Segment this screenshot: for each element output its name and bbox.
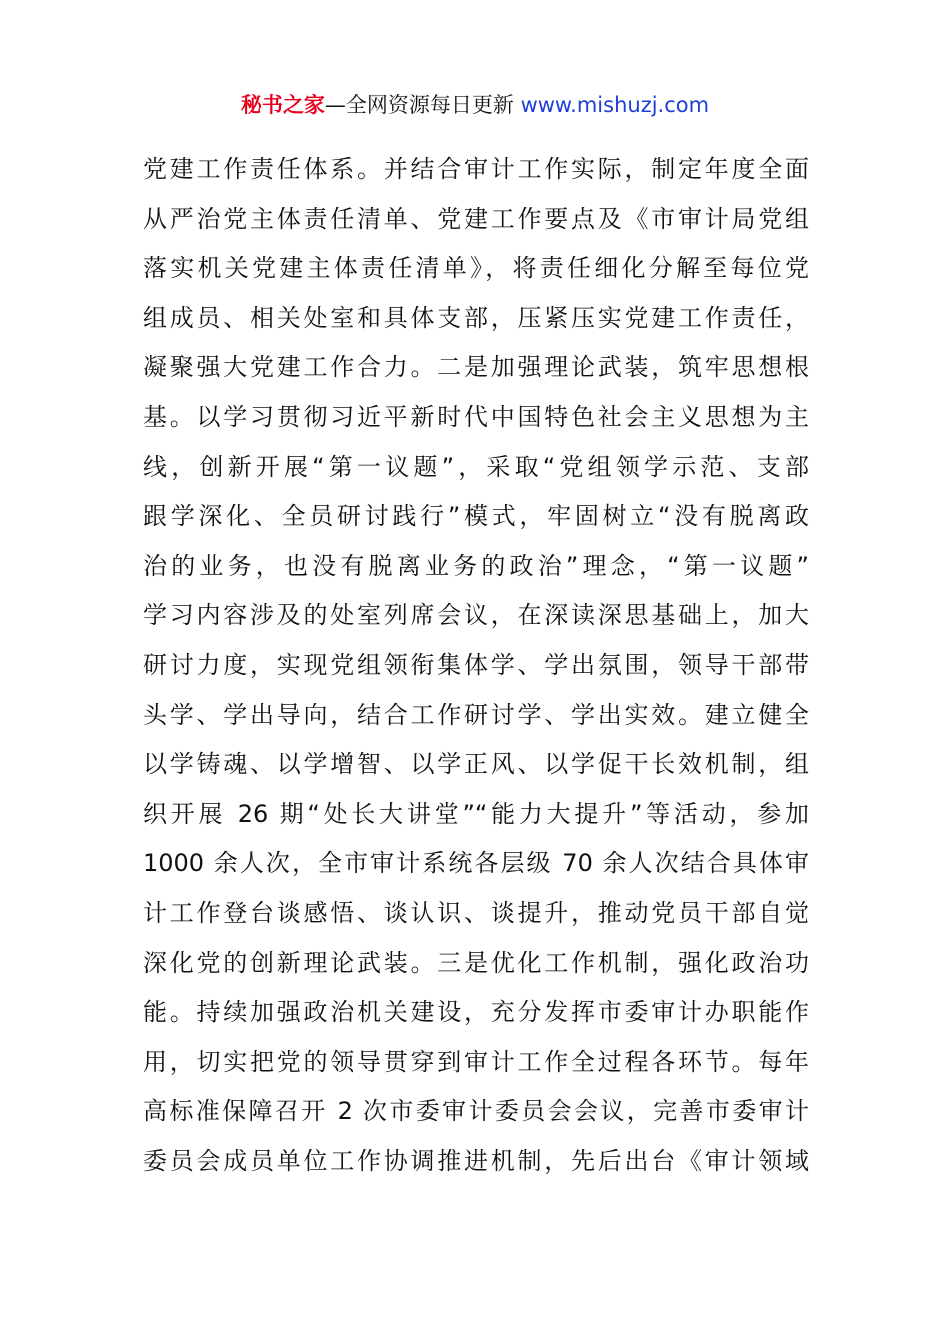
- text-line: 跟学深化、全员研讨践行”模式，牢固树立“没有脱离政: [143, 502, 809, 531]
- text-line: 1000 余人次，全市审计系统各层级 70 余人次结合具体审: [143, 849, 809, 878]
- text-line: 组成员、相关处室和具体支部，压紧压实党建工作责任，: [143, 303, 809, 332]
- text-line: 落实机关党建主体责任清单》，将责任细化分解至每位党: [143, 254, 809, 283]
- text-line: 治的业务，也没有脱离业务的政治”理念，“第一议题”: [143, 551, 809, 580]
- text-line: 委员会成员单位工作协调推进机制，先后出台《审计领域: [143, 1146, 809, 1175]
- text-line: 深化党的创新理论武装。三是优化工作机制，强化政治功: [143, 948, 809, 977]
- text-line: 研讨力度，实现党组领衔集体学、学出氛围，领导干部带: [143, 650, 809, 679]
- text-line: 高标准保障召开 2 次市委审计委员会会议，完善市委审计: [143, 1097, 809, 1126]
- text-line: 计工作登台谈感悟、谈认识、谈提升，推动党员干部自觉: [143, 898, 809, 927]
- text-line: 头学、学出导向，结合工作研讨学、学出实效。建立健全: [143, 700, 809, 729]
- text-line: 从严治党主体责任清单、党建工作要点及《市审计局党组: [143, 204, 809, 233]
- site-url-link[interactable]: www.mishuzj.com: [520, 93, 710, 117]
- site-tagline: —全网资源每日更新: [324, 93, 514, 117]
- text-line: 用，切实把党的领导贯穿到审计工作全过程各环节。每年: [143, 1047, 809, 1076]
- document-body: [143, 145, 809, 1186]
- text-line: 凝聚强大党建工作合力。二是加强理论武装，筑牢思想根: [143, 353, 809, 382]
- text-line: 线，创新开展“第一议题”，采取“党组领学示范、支部: [143, 452, 809, 481]
- text-line: 基。以学习贯彻习近平新时代中国特色社会主义思想为主: [143, 402, 809, 431]
- site-brand: 秘书之家: [240, 93, 325, 117]
- text-line: 能。持续加强政治机关建设，充分发挥市委审计办职能作: [143, 998, 809, 1027]
- text-line: 学习内容涉及的处室列席会议，在深读深思基础上，加大: [143, 601, 809, 630]
- text-line: 织开展 26 期“处长大讲堂”“能力大提升”等活动，参加: [143, 799, 809, 828]
- text-line: 党建工作责任体系。并结合审计工作实际，制定年度全面: [143, 155, 809, 183]
- page-header: [0, 88, 950, 122]
- text-line: 以学铸魂、以学增智、以学正风、以学促干长效机制，组: [143, 750, 809, 779]
